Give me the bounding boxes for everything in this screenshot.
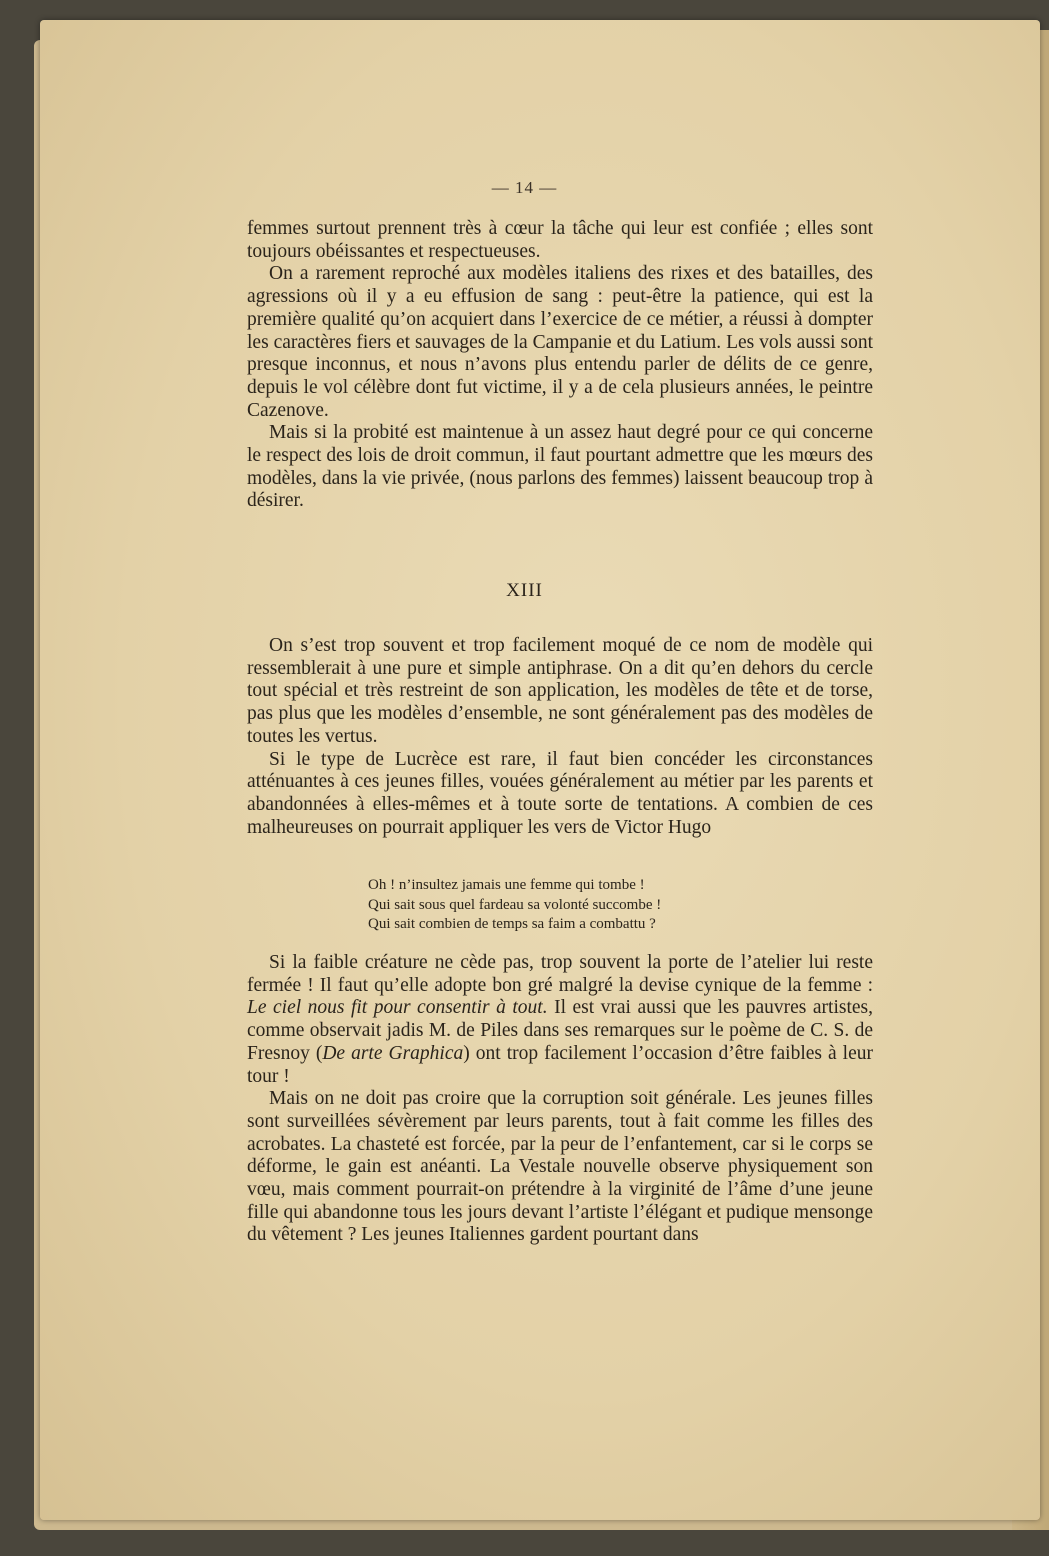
verse-line: Qui sait combien de temps sa faim a combattu ?	[368, 916, 656, 932]
section-heading: XIII	[506, 580, 543, 601]
italic-title: De arte Graphica	[322, 1042, 464, 1064]
verse-line: Qui sait sous quel fardeau sa volonté succombe !	[368, 896, 662, 913]
paragraph	[247, 952, 873, 1088]
page-number: — 14 —	[491, 178, 558, 197]
paragraph: femmes surtout prennent très à cœur la tâche qui leur est confiée ; elles sont toujours obéissantes et respectueuses.	[247, 218, 873, 262]
verse-quote	[368, 876, 808, 935]
paragraph: On s’est trop souvent et trop facilement moqué de ce nom de modèle qui ressemblerait à une pure et simple antiphrase. On a dit qu’en dehors du cercle tout spécial et très restreint de son application, les modèles de tête et de torse, pas plus que les modèles d’ensemble, ne sont généralement pas des modèles de toutes les vertus.	[247, 635, 873, 747]
text-run: Il est vrai aussi que les pauvres artistes, comme observait jadis M. de Piles dans ses remarques sur le poème de C. S. de Fresnoy (	[247, 997, 873, 1064]
verse-line: Oh ! n’insultez jamais une femme qui tombe !	[368, 877, 645, 893]
paragraph: On a rarement reproché aux modèles italiens des rixes et des batailles, des agressions où il y a eu effusion de sang : peut-être la patience, qui est la première qualité qu’on acquiert dans l’exercice de ce métier, a réussi à dompter les caractères fiers et sauvages de la Campanie et du Latium. Les vols aussi sont presque inconnus, et nous n’avons plus entendu parler de délits de ce genre, depuis le vol célèbre dont fut victime, il y a de cela plusieurs années, le peintre Cazenove.	[247, 263, 873, 421]
text-block-bottom	[247, 952, 873, 1247]
text-run: ) ont trop facilement l’occasion d’être faibles à leur tour !	[247, 1042, 873, 1087]
text-block-top	[247, 218, 873, 513]
italic-quote: Le ciel nous fit pour consentir à tout.	[247, 997, 548, 1019]
paragraph: Mais on ne doit pas croire que la corruption soit générale. Les jeunes filles sont surveillées sévèrement par leurs parents, tout à fait comme les filles des acrobates. La chasteté est forcée, par la peur de l’enfantement, car si le corps se déforme, le gain est anéanti. La Vestale nouvelle observe physiquement son vœu, mais comment pourrait-on prétendre à la virginité de l’âme d’une jeune fille qui abandonne tous les jours devant l’artiste l’élégant et pudique mensonge du vêtement ? Les jeunes Italiennes gardent pourtant dans	[247, 1088, 873, 1246]
paragraph: Si le type de Lucrèce est rare, il faut bien concéder les circonstances atténuantes à ces jeunes filles, vouées généralement au métier par les parents et abandonnées à elles-mêmes et à toute sorte de tentations. A combien de ces malheureuses on pourrait appliquer les vers de Victor Hugo	[247, 748, 873, 838]
text-block-middle	[247, 635, 873, 839]
text-run: Si la faible créature ne cède pas, trop souvent la porte de l’atelier lui reste fermée ! Il faut qu’elle adopte bon gré malgré la devise cynique de la femme :	[247, 952, 873, 996]
paragraph: Mais si la probité est maintenue à un assez haut degré pour ce qui concerne le respect des lois de droit commun, il faut pourtant admettre que les mœurs des modèles, dans la vie privée, (nous parlons des femmes) laissent beaucoup trop à désirer.	[247, 422, 873, 512]
